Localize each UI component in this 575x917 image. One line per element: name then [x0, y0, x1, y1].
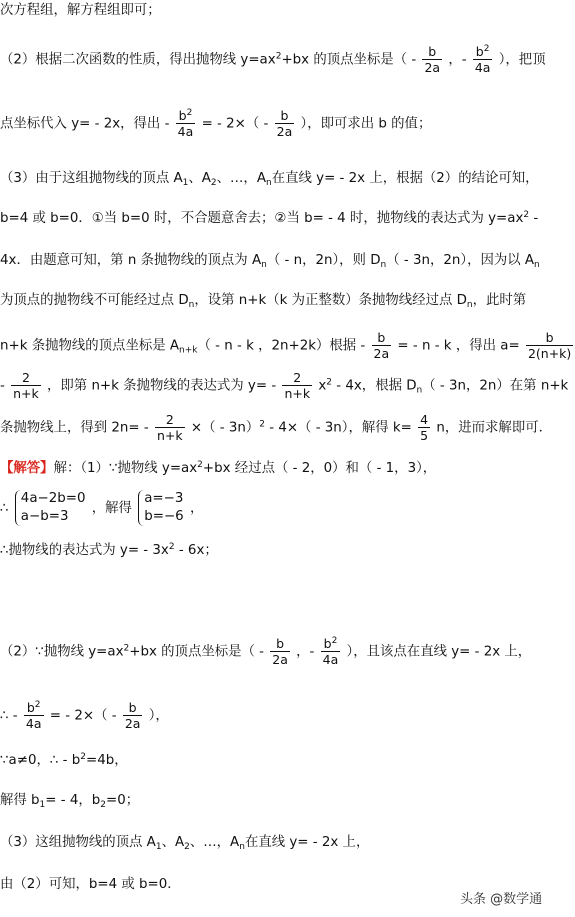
text-line: ∴抛物线的表达式为 $y= - 3x^2 - 6x$； — [0, 542, 218, 558]
fraction: $\frac{b^2}{4a}$ — [25, 700, 42, 731]
text-line: ∴ - $\frac{b^2}{4a}$ = - 2×（ - $\frac{b}{2a}$ ）， — [0, 700, 169, 731]
fraction: $\frac{4}{5}$ — [420, 412, 429, 443]
fraction: $\frac{b}{2a}$ — [276, 108, 293, 139]
answer-tag: 【解答】 — [0, 461, 54, 476]
fraction: $\frac{2}{n+k}$ — [13, 370, 39, 401]
fraction: $\frac{b^2}{4a}$ — [177, 108, 194, 139]
fraction: $\frac{b^2}{4a}$ — [322, 636, 339, 667]
fraction: $\frac{b}{2a}$ — [272, 636, 288, 667]
text-line: 为顶点的抛物线不可能经过点 $D_n$，设第 n+k（k 为正整数）条抛物线经过点 $D_n$，此时第 — [0, 293, 527, 310]
fraction: $\frac{b^2}{4a}$ — [474, 44, 491, 75]
equation-system: a=−3 b=−6 — [138, 490, 183, 526]
fraction: $\frac{b}{2a}$ — [124, 700, 141, 731]
text-line: b=4 或 b=0．①当 b=0 时，不合题意舍去；②当 b= - 4 时，抛物线的表达式为 $y=ax^2$ - — [0, 210, 539, 226]
text-line: ∵a≠0，∴ - $b^2=4b$， — [0, 752, 128, 768]
text-line: （2）根据二次函数的性质，得出抛物线 $y=ax^2+bx$ 的顶点坐标是（ - $\frac{b}{2a}$ ，- $\frac{b^2}{4a}$ ），把顶 — [0, 44, 546, 75]
watermark: 头条 @数学通 — [460, 892, 543, 907]
fraction: $\frac{2}{n+k}$ — [284, 370, 311, 401]
text-line: - $\frac{2}{n+k}$ ，即第 n+k 条抛物线的表达式为 y= - $\frac{2}{n+k}$ $x^2 - 4x$，根据 $D_n( - 3n$，2n）在第 n+k — [0, 370, 569, 401]
fraction: $\frac{b}{2a}$ — [373, 330, 390, 361]
text-line: ∴ 4a−2b=0 a−b=3 ，解得 a=−3 b=−6 ， — [0, 491, 204, 524]
equation-system: 4a−2b=0 a−b=3 — [15, 490, 86, 526]
text-line: （3）这组抛物线的顶点 $A_1$、$A_2$、…，$A_n$在直线 y= - 2x 上， — [0, 835, 370, 852]
fraction: $\frac{b}{2(n+k)}$ — [527, 330, 572, 361]
fraction: $\frac{2}{n+k}$ — [156, 412, 183, 443]
text-line: （3）由于这组抛物线的顶点 $A_1$、$A_2$、…，$A_n$在直线 y= - 2x 上，根据（2）的结论可知， — [0, 171, 539, 188]
text-line: （2）∵抛物线 $y=ax^2+bx$ 的顶点坐标是（ - $\frac{b}{2a}$ ，- $\frac{b^2}{4a}$ ），且该点在直线 y= - 2x 上， — [0, 636, 532, 667]
text-line: 解得 $b_1= - 4$，$b_2=0$； — [0, 793, 140, 810]
text-line: 次方程组，解方程组即可； — [0, 3, 161, 18]
text-line: 4x．由题意可知，第 n 条抛物线的顶点为 $A_n$（ - n，2n），则 $D_n( - 3n$，2n），因为以 $A_n$ — [0, 253, 540, 270]
text-line: 【解答】解：（1）∵抛物线 $y=ax^2+bx$ 经过点（ - 2，0）和（ - 1，3）， — [0, 460, 437, 476]
fraction: $\frac{b}{2a}$ — [424, 44, 441, 75]
text-line: 点坐标代入 y= - 2x，得出 - $\frac{b^2}{4a}$ = - 2×（ - $\frac{b}{2a}$ ），即可求出 b 的值； — [0, 108, 432, 139]
text-line: n+k 条抛物线的顶点坐标是 $A_{n+k}$（ - n - k ，2n+2k）根据 - $\frac{b}{2a}$ = - n - k ，得出 a= $\frac{b}{2(n+k)}$ — [0, 330, 572, 361]
text-line: 条抛物线上，得到 2n= - $\frac{2}{n+k}$ ×（ - 3n）$^2$ - 4×（ - 3n），解得 k= $\frac{4}{5}$ n，进而求解即可． — [0, 412, 552, 443]
text-line: 由（2）可知，b=4 或 b=0． — [0, 877, 181, 892]
